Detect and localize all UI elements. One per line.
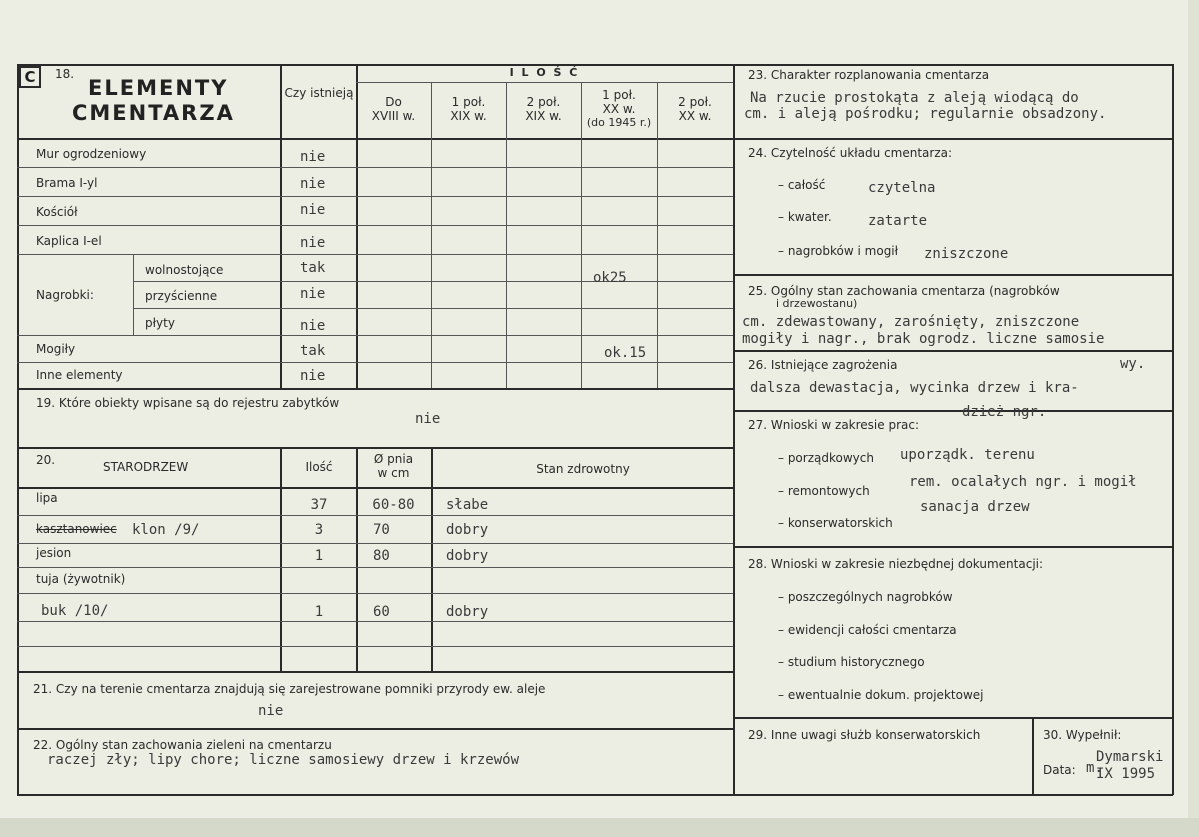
row-label-kaplica: Kaplica I-el <box>36 234 102 248</box>
s18-nagrobki-divider <box>133 254 134 335</box>
row-qty-wolnostojace: ok25 <box>593 270 627 286</box>
s24-item-value: zniszczone <box>924 246 1009 262</box>
s30-date: IX 1995 <box>1096 766 1156 782</box>
s20-title: STARODRZEW <box>103 460 189 474</box>
s25-label: 25. Ogólny stan zachowania cmentarza (nagrobków <box>748 284 1060 298</box>
s22-value: raczej zły; lipy chore; liczne samosiewy drzew i krzewów <box>47 752 520 768</box>
s20-col-pnia-left <box>356 447 358 671</box>
col-header-line: 1 poł. <box>451 95 486 109</box>
s29-label: 29. Inne uwagi służb konserwatorskich <box>748 728 981 742</box>
tree-name: tuja (żywotnik) <box>36 572 126 586</box>
s27-item-label: – remontowych <box>778 484 870 498</box>
tree-pnia: 60-80 <box>372 497 415 513</box>
col-header-line: (do 1945 r.) <box>586 116 652 129</box>
s18-col-2 <box>431 82 432 388</box>
row-label-nagrobki: Nagrobki: <box>36 288 94 302</box>
row-label-mur: Mur ogrodzeniowy <box>36 147 147 161</box>
s28-item: – ewidencji całości cmentarza <box>778 623 957 637</box>
row-value-kosciol: nie <box>300 202 326 218</box>
s19-bottom <box>17 447 733 449</box>
s18-row-line <box>17 362 733 363</box>
tree-pnia: 60 <box>373 604 390 620</box>
tree-qty: 3 <box>314 522 324 538</box>
tree-pnia: 70 <box>373 522 390 538</box>
frame-left <box>17 64 19 795</box>
row-value-kaplica: nie <box>300 235 326 251</box>
col-header-line: XIX w. <box>450 109 487 123</box>
tree-stan: dobry <box>446 548 489 564</box>
s26-line2: dzież ngr. <box>962 404 1047 420</box>
row-qty-mogily: ok.15 <box>604 345 647 361</box>
tree-stan: dobry <box>446 522 489 538</box>
s28-item: – studium historycznego <box>778 655 925 669</box>
s23-line1: Na rzucie prostokąta z aleją wiodącą do <box>750 90 1079 106</box>
s29-s30-divider <box>1032 717 1034 794</box>
s18-col-czy-left <box>280 64 282 388</box>
col-header-line: XX w. <box>602 102 636 116</box>
s20-row-line <box>17 621 733 622</box>
s21-bottom <box>17 728 733 730</box>
s28-item: – ewentualnie dokum. projektowej <box>778 688 984 702</box>
s25-line2: mogiły i nagr., brak ogrodz. liczne samosie <box>742 331 1105 347</box>
s19-label: 19. Które obiekty wpisane są do rejestru zabytków <box>36 396 340 410</box>
s18-col-5 <box>657 82 658 388</box>
section-letter-box: C <box>19 66 41 88</box>
s27-item-label: – konserwatorskich <box>778 516 893 530</box>
tree-qty: 1 <box>314 604 324 620</box>
row-label-kosciol: Kościół <box>36 205 78 219</box>
tree-name: jesion <box>36 546 72 560</box>
s18-ilosc-underline <box>356 82 733 83</box>
s28-label: 28. Wnioski w zakresie niezbędnej dokumentacji: <box>748 557 1044 571</box>
s20-row-line <box>17 593 733 594</box>
s18-czy-istnieja-header: Czy istnieją <box>284 86 354 100</box>
frame-middle <box>733 64 735 795</box>
s18-title-line1: ELEMENTY <box>88 76 229 100</box>
s18-bottom <box>17 388 733 390</box>
s30-date-label: Data: <box>1043 763 1076 777</box>
s20-col-stan: Stan zdrowotny <box>536 462 630 476</box>
s30-name: Dymarski <box>1096 749 1164 765</box>
s18-col-header-2pol-xx <box>657 95 733 123</box>
s18-col-header-1pol-xix <box>431 95 506 123</box>
row-value-brama: nie <box>300 176 326 192</box>
col-header-line: 2 poł. <box>526 95 561 109</box>
s30-label: 30. Wypełnił: <box>1043 728 1122 742</box>
s30-initial: m. <box>1086 760 1103 776</box>
s24-item-label: – kwater. <box>778 210 832 224</box>
s18-row-line <box>17 167 733 168</box>
s20-header-bottom <box>17 487 733 489</box>
s26-line1: dalsza dewastacja, wycinka drzew i kra- <box>750 380 1079 396</box>
s23-line2: cm. i aleją pośrodku; regularnie obsadzony. <box>744 106 1107 122</box>
col-header-line: 1 poł. <box>602 88 636 102</box>
tree-name-handwritten: buk /10/ <box>41 603 109 619</box>
frame-right <box>1172 64 1174 795</box>
s20-row-line <box>17 515 733 516</box>
s18-col-header-2pol-xix <box>506 95 581 123</box>
s21-value: nie <box>258 703 284 719</box>
s21-label: 21. Czy na terenie cmentarza znajdują się zarejestrowane pomniki przyrody ew. aleje <box>33 682 546 696</box>
s24-item-label: – całość <box>778 178 826 192</box>
col-header-line: Do <box>385 95 402 109</box>
s22-label: 22. Ogólny stan zachowania zieleni na cmentarzu <box>33 738 332 752</box>
s26-bottom <box>733 410 1173 412</box>
s18-row-line <box>17 254 733 255</box>
row-value-mogily: tak <box>300 343 326 359</box>
tree-qty: 37 <box>310 497 328 513</box>
s26-continuation: wy. <box>1120 356 1146 372</box>
s25-bottom <box>733 350 1173 352</box>
s24-item-value: czytelna <box>868 180 936 196</box>
s20-bottom <box>17 671 733 673</box>
row-label-brama: Brama I-yl <box>36 176 98 190</box>
s27-label: 27. Wnioski w zakresie prac: <box>748 418 920 432</box>
s27-item-value: sanacja drzew <box>920 499 1030 515</box>
s27-item-label: – porządkowych <box>778 451 874 465</box>
s18-col-header-1pol-xx <box>581 88 657 130</box>
s25-line1: cm. zdewastowany, zarośnięty, zniszczone <box>742 314 1080 330</box>
row-value-wolnostojace: tak <box>300 260 326 276</box>
s27-bottom <box>733 546 1173 548</box>
col-header-line: XVIII w. <box>371 109 416 123</box>
s18-col-3 <box>506 82 507 388</box>
tree-pnia: 80 <box>373 548 390 564</box>
s18-row-line <box>133 308 733 309</box>
s25-label-cont: i drzewostanu) <box>776 297 858 310</box>
col-header-line: w cm <box>377 466 410 480</box>
row-value-inne: nie <box>300 368 326 384</box>
s24-item-value: zatarte <box>868 213 928 229</box>
frame-bottom <box>17 794 1173 796</box>
s18-row-line <box>17 196 733 197</box>
s24-bottom <box>733 274 1173 276</box>
col-header-line: Ø pnia <box>373 452 414 466</box>
tree-name-struck: kasztanowiec <box>36 522 117 536</box>
s19-value: nie <box>415 411 441 427</box>
s20-row-line <box>17 543 733 544</box>
s27-item-value: uporządk. terenu <box>900 447 1035 463</box>
tree-stan: słabe <box>446 497 489 513</box>
s24-item-label: – nagrobków i mogił <box>778 244 899 258</box>
tree-qty: 1 <box>314 548 324 564</box>
s18-title-line2: CMENTARZA <box>72 101 235 125</box>
s18-row-line <box>133 281 733 282</box>
s18-number: 18. <box>55 67 75 81</box>
tree-name-handwritten: klon /9/ <box>132 522 200 538</box>
s20-col-stan-left <box>431 447 433 671</box>
s20-row-line <box>17 646 733 647</box>
s18-header-bottom <box>17 138 733 140</box>
row-value-mur: nie <box>300 149 326 165</box>
s26-label: 26. Istniejące zagrożenia <box>748 358 898 372</box>
col-header-line: XIX w. <box>525 109 562 123</box>
s28-bottom <box>733 717 1173 719</box>
row-label-mogily: Mogiły <box>36 342 76 356</box>
s27-item-value: rem. ocalałych ngr. i mogił <box>909 474 1137 490</box>
s24-label: 24. Czytelność układu cmentarza: <box>748 146 953 160</box>
tree-stan: dobry <box>446 604 489 620</box>
row-label-przyscienne: przyścienne <box>145 289 218 303</box>
row-label-wolnostojace: wolnostojące <box>145 263 224 277</box>
s20-col-pnia <box>356 452 431 480</box>
card-edge-bottom <box>0 818 1199 837</box>
tree-name: lipa <box>36 491 58 505</box>
s18-row-line <box>17 335 733 336</box>
row-label-inne: Inne elementy <box>36 368 123 382</box>
card-edge-right <box>1188 0 1199 837</box>
s20-number: 20. <box>36 453 56 467</box>
s23-bottom <box>733 138 1173 140</box>
s18-row-line <box>17 225 733 226</box>
s18-ilosc-header: I L O Ś Ć <box>509 66 580 79</box>
s23-label: 23. Charakter rozplanowania cmentarza <box>748 68 990 82</box>
s20-row-line <box>17 567 733 568</box>
row-label-plyty: płyty <box>145 316 175 330</box>
s18-col-header-do-xviii <box>356 95 431 123</box>
s20-col-ilosc: Ilość <box>305 460 333 474</box>
col-header-line: 2 poł. <box>678 95 712 109</box>
row-value-przyscienne: nie <box>300 286 326 302</box>
col-header-line: XX w. <box>678 109 712 123</box>
s28-item: – poszczególnych nagrobków <box>778 590 953 604</box>
row-value-plyty: nie <box>300 318 326 334</box>
